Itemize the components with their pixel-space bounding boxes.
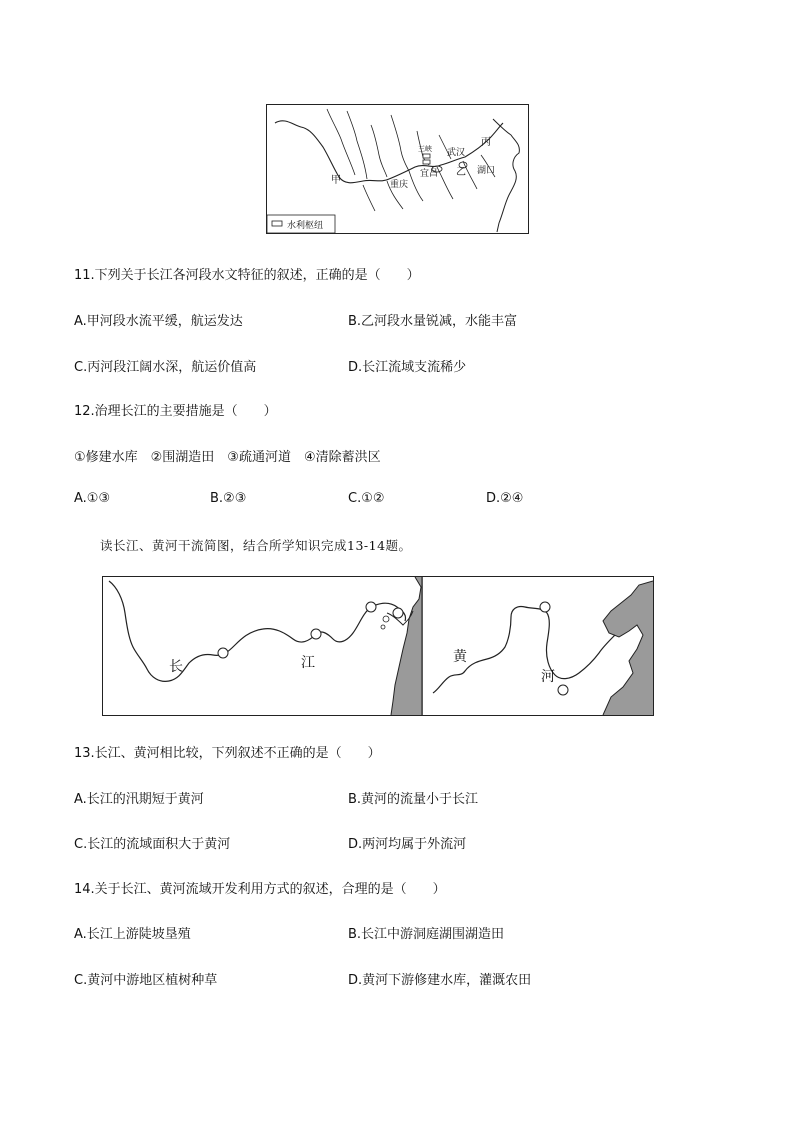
- section-intro: 读长江、黄河干流简图，结合所学知识完成13-14题。: [100, 538, 412, 553]
- tributaries: [327, 109, 495, 211]
- q12-option-c: C.①②: [348, 491, 385, 506]
- label-wuhan: 武汉: [447, 148, 466, 158]
- label-huang: 黄: [453, 649, 467, 665]
- q11-option-a: A.甲河段水流平缓，航运发达: [74, 314, 243, 329]
- q14-option-a: A.长江上游陡坡垦殖: [74, 927, 191, 942]
- q11-option-c: C.丙河段江阔水深，航运价值高: [74, 360, 257, 375]
- legend-label: 水利枢纽: [287, 221, 324, 231]
- q12-option-d: D.②④: [486, 491, 524, 506]
- q12-stem: 12.治理长江的主要措施是（ ）: [74, 404, 277, 419]
- q12-option-a: A.①③: [74, 491, 111, 506]
- rivers-comparison-map: [102, 576, 654, 716]
- q11-option-d: D.长江流域支流稀少: [348, 360, 467, 375]
- q14-option-d: D.黄河下游修建水库，灌溉农田: [348, 973, 532, 988]
- q14-option-b: B.长江中游洞庭湖围湖造田: [348, 927, 505, 942]
- yangtze-basin-map-svg: [267, 105, 528, 233]
- q13-option-b: B.黄河的流量小于长江: [348, 792, 479, 807]
- label-hukou: 湖口: [477, 166, 496, 176]
- river-marker-circle: [311, 629, 321, 639]
- river-marker-circle: [393, 608, 403, 618]
- q12-items: ①修建水库 ②围湖造田 ③疏通河道 ④清除蓄洪区: [74, 450, 381, 465]
- q13-option-d: D.两河均属于外流河: [348, 837, 467, 852]
- river-marker-circle: [366, 602, 376, 612]
- rivers-comparison-map-svg: [103, 577, 653, 715]
- river-marker-circle: [558, 685, 568, 695]
- label-chang: 长: [169, 659, 183, 675]
- dam-symbol: [423, 160, 430, 164]
- island: [383, 616, 389, 622]
- q12-option-b: B.②③: [210, 491, 247, 506]
- river-marker-circle: [540, 602, 550, 612]
- q11-option-b: B.乙河段水量锐减，水能丰富: [348, 314, 518, 329]
- label-yichang: 宜昌: [420, 169, 439, 179]
- label-he: 河: [541, 669, 555, 685]
- q14-option-c: C.黄河中游地区植树种草: [74, 973, 218, 988]
- label-chongqing: 重庆: [390, 180, 409, 190]
- yangtze-river-line: [109, 581, 406, 681]
- label-jia: 甲: [331, 175, 341, 186]
- label-bing: 丙: [481, 137, 491, 148]
- q13-option-a: A.长江的汛期短于黄河: [74, 792, 204, 807]
- east-china-sea: [391, 577, 421, 715]
- q11-stem: 11.下列关于长江各河段水文特征的叙述，正确的是（ ）: [74, 268, 420, 283]
- q13-stem: 13.长江、黄河相比较，下列叙述不正确的是（ ）: [74, 746, 381, 761]
- river-marker-circle: [218, 648, 228, 658]
- bohai-sea: [603, 581, 653, 715]
- dam-symbol: [423, 154, 430, 158]
- q14-stem: 14.关于长江、黄河流域开发利用方式的叙述，合理的是（ ）: [74, 882, 446, 897]
- island: [381, 625, 385, 629]
- label-sanxia: 三峡: [418, 145, 432, 153]
- label-jiang: 江: [301, 655, 315, 671]
- dam-legend-icon: [272, 221, 282, 226]
- q13-option-c: C.长江的流域面积大于黄河: [74, 837, 231, 852]
- coastline: [493, 119, 519, 232]
- yangtze-basin-map: [266, 104, 529, 234]
- label-yi: 乙: [456, 167, 466, 178]
